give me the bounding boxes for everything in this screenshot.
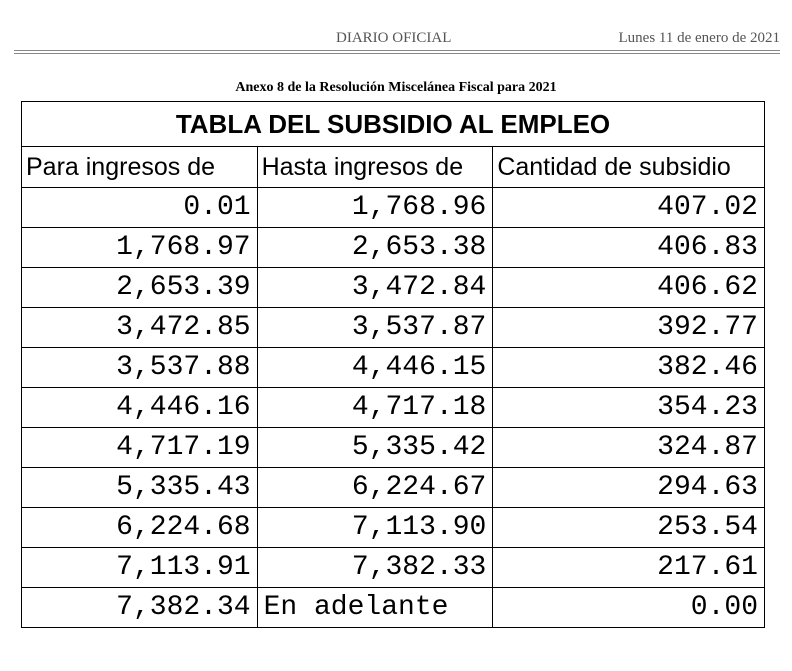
table-title: TABLA DEL SUBSIDIO AL EMPLEO [22,102,765,147]
column-header-subsidy: Cantidad de subsidio [493,147,765,188]
subsidy-table [21,101,765,628]
table-row [22,508,765,548]
table-title-row [22,102,765,147]
cell-subsidy: 407.02 [493,188,765,228]
cell-to: 1,768.96 [257,188,493,228]
table-row [22,308,765,348]
cell-from: 1,768.97 [22,228,258,268]
cell-to: 4,717.18 [257,388,493,428]
cell-to: 6,224.67 [257,468,493,508]
header-rule-bottom [14,53,780,54]
table-row [22,548,765,588]
cell-subsidy: 382.46 [493,348,765,388]
cell-subsidy: 354.23 [493,388,765,428]
table-row [22,348,765,388]
cell-subsidy: 253.54 [493,508,765,548]
cell-from: 4,717.19 [22,428,258,468]
cell-to: 2,653.38 [257,228,493,268]
header-rule-top [14,50,780,51]
cell-from: 3,472.85 [22,308,258,348]
cell-subsidy: 0.00 [493,588,765,628]
column-header-from: Para ingresos de [22,147,258,188]
publication-date: Lunes 11 de enero de 2021 [618,30,780,46]
cell-subsidy: 406.62 [493,268,765,308]
cell-from: 7,113.91 [22,548,258,588]
cell-to: 7,382.33 [257,548,493,588]
cell-to: 4,446.15 [257,348,493,388]
table-row [22,428,765,468]
cell-from: 4,446.16 [22,388,258,428]
table-header-row [22,147,765,188]
cell-from: 0.01 [22,188,258,228]
cell-to: En adelante [257,588,493,628]
cell-to: 7,113.90 [257,508,493,548]
cell-from: 2,653.39 [22,268,258,308]
cell-from: 6,224.68 [22,508,258,548]
table-row [22,388,765,428]
cell-to: 3,472.84 [257,268,493,308]
page-header [14,30,780,52]
table-row [22,228,765,268]
table-row [22,468,765,508]
cell-to: 3,537.87 [257,308,493,348]
publication-name: DIARIO OFICIAL [336,30,452,46]
annex-title: Anexo 8 de la Resolución Miscelánea Fiscal para 2021 [235,80,557,95]
cell-to: 5,335.42 [257,428,493,468]
cell-from: 3,537.88 [22,348,258,388]
cell-subsidy: 392.77 [493,308,765,348]
cell-from: 7,382.34 [22,588,258,628]
cell-subsidy: 324.87 [493,428,765,468]
cell-from: 5,335.43 [22,468,258,508]
table-row [22,268,765,308]
column-header-to: Hasta ingresos de [257,147,493,188]
cell-subsidy: 294.63 [493,468,765,508]
table-row [22,188,765,228]
table-row [22,588,765,628]
cell-subsidy: 217.61 [493,548,765,588]
cell-subsidy: 406.83 [493,228,765,268]
